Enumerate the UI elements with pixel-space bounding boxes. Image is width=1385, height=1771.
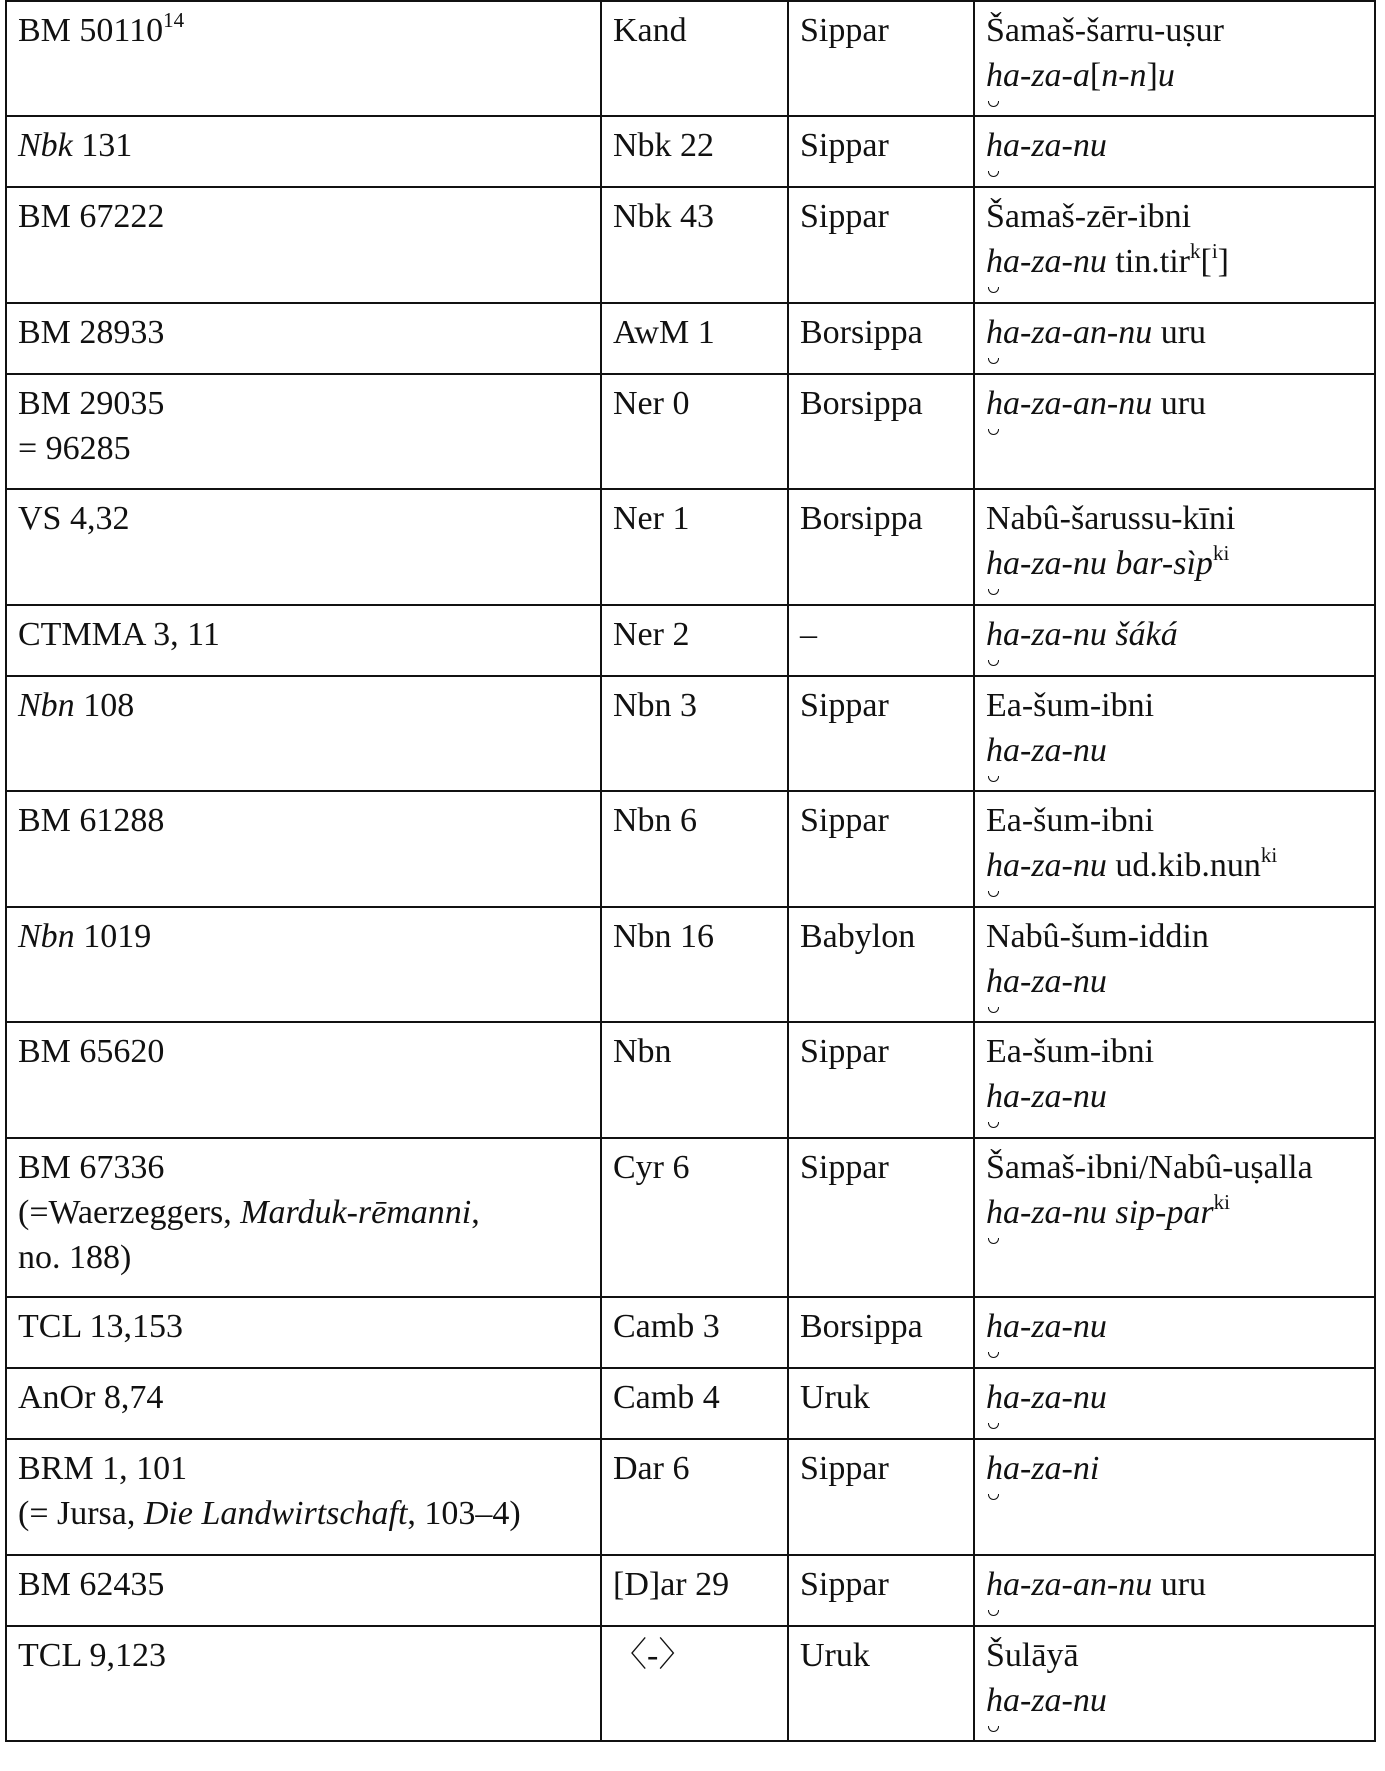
text-segment: Nabû-šum-iddin (986, 918, 1209, 955)
place-cell: Sippar (788, 1555, 974, 1626)
text-segment: ] (1146, 57, 1158, 94)
place-cell: Sippar (788, 116, 974, 187)
text-reference-cell (6, 1138, 601, 1297)
cell-line (18, 8, 590, 53)
cell-line (986, 959, 1364, 1004)
h-breve-glyph: h (986, 1562, 1003, 1607)
table-row (6, 1439, 1375, 1555)
table-row (6, 605, 1375, 676)
text-reference-cell (6, 676, 601, 791)
cell-line (986, 612, 1364, 657)
h-breve-glyph: h (986, 239, 1003, 284)
cell-line (986, 1678, 1364, 1723)
table-row (6, 907, 1375, 1022)
italic-text: a-za-an-nu (1003, 385, 1153, 422)
text-segment: , 103–4) (407, 1495, 521, 1532)
italic-text: Marduk-rēmanni (240, 1194, 472, 1231)
cell-line (986, 728, 1364, 773)
name-title-cell (974, 1022, 1375, 1138)
text-segment: BM 28933 (18, 314, 165, 351)
place-cell: Borsippa (788, 303, 974, 374)
name-title-cell (974, 489, 1375, 605)
name-title-cell (974, 1368, 1375, 1439)
cell-line (986, 1304, 1364, 1349)
cell-line (18, 1562, 590, 1607)
cell-line (18, 1029, 590, 1074)
superscript: i (1211, 239, 1218, 263)
italic-text: a-za-nu (1003, 243, 1107, 280)
place-cell: Sippar (788, 1439, 974, 1555)
table-row (6, 1297, 1375, 1368)
italic-text: a-za-ni (1003, 1450, 1100, 1487)
cell-line (18, 1375, 590, 1420)
text-segment: (=Waerzeggers, (18, 1194, 241, 1231)
text-segment: 131 (72, 127, 133, 164)
name-title-cell (974, 791, 1375, 907)
name-title-cell (974, 374, 1375, 489)
cell-line (986, 123, 1364, 168)
h-breve-glyph: h (986, 1446, 1003, 1491)
cell-line (986, 310, 1364, 355)
cell-line (18, 612, 590, 657)
date-cell: Camb 4 (601, 1368, 788, 1439)
name-title-cell (974, 1439, 1375, 1555)
h-breve-glyph: h (986, 1375, 1003, 1420)
italic-text: a-za-nu (1003, 1308, 1107, 1345)
place-cell: Sippar (788, 187, 974, 303)
italic-text: a-za-nu sip-par (1003, 1194, 1214, 1231)
place-cell: Sippar (788, 791, 974, 907)
text-segment: Šamaš-ibni/Nabû-uṣalla (986, 1149, 1313, 1186)
italic-text: a-za-a (1003, 57, 1090, 94)
text-segment: BM 65620 (18, 1033, 165, 1070)
name-title-cell (974, 676, 1375, 791)
cell-line (986, 843, 1364, 888)
italic-text: a-za-nu šáká (1003, 616, 1178, 653)
text-reference-cell (6, 1022, 601, 1138)
table-row (6, 1555, 1375, 1626)
text-reference-cell (6, 303, 601, 374)
cell-line (18, 683, 590, 728)
text-segment: uru (1152, 385, 1207, 422)
text-reference-cell (6, 1368, 601, 1439)
table-row (6, 676, 1375, 791)
h-breve-glyph: h (986, 53, 1003, 98)
text-segment: uru (1152, 1566, 1207, 1603)
date-cell: Camb 3 (601, 1297, 788, 1368)
text-segment: Ea-šum-ibni (986, 1033, 1155, 1070)
h-breve-glyph: h (986, 959, 1003, 1004)
text-reference-cell (6, 1555, 601, 1626)
h-breve-glyph: h (986, 612, 1003, 657)
italic-text: a-za-nu (1003, 127, 1107, 164)
italic-text: u (1157, 57, 1175, 94)
place-cell: – (788, 605, 974, 676)
attestation-table (5, 0, 1376, 1742)
date-cell: Nbn 6 (601, 791, 788, 907)
text-segment: AnOr 8,74 (18, 1379, 164, 1416)
superscript: 14 (163, 8, 185, 32)
place-cell: Uruk (788, 1626, 974, 1741)
cell-line (986, 53, 1364, 98)
text-reference-cell (6, 605, 601, 676)
cell-line (986, 194, 1364, 239)
place-cell: Borsippa (788, 489, 974, 605)
text-reference-cell (6, 489, 601, 605)
cell-line (18, 426, 590, 471)
name-title-cell (974, 1626, 1375, 1741)
text-segment: (= Jursa, (18, 1495, 144, 1532)
table-row (6, 489, 1375, 605)
cell-line (986, 1562, 1364, 1607)
table-row (6, 303, 1375, 374)
date-cell: Kand (601, 1, 788, 116)
text-reference-cell (6, 374, 601, 489)
table-row (6, 791, 1375, 907)
cell-line (18, 1145, 590, 1190)
italic-text: Nbn (18, 918, 75, 955)
cell-line (18, 496, 590, 541)
cell-line (18, 1491, 590, 1536)
text-segment: Nabû-šarussu-kīni (986, 500, 1236, 537)
text-segment: CTMMA 3, 11 (18, 616, 220, 653)
name-title-cell (974, 1138, 1375, 1297)
cell-line (18, 381, 590, 426)
text-segment: Ea-šum-ibni (986, 687, 1155, 724)
cell-line (18, 310, 590, 355)
text-reference-cell (6, 187, 601, 303)
place-cell: Sippar (788, 1022, 974, 1138)
italic-text: Nbn (18, 687, 75, 724)
name-title-cell (974, 907, 1375, 1022)
h-breve-glyph: h (986, 728, 1003, 773)
cell-line (18, 798, 590, 843)
cell-line (18, 1304, 590, 1349)
text-reference-cell (6, 1, 601, 116)
cell-line (986, 381, 1364, 426)
italic-text: a-za-nu (1003, 732, 1107, 769)
text-segment: BM 61288 (18, 802, 165, 839)
cell-line (986, 239, 1364, 284)
h-breve-glyph: h (986, 1304, 1003, 1349)
text-segment: , (471, 1194, 480, 1231)
text-segment: 108 (74, 687, 135, 724)
date-cell: Nbk 43 (601, 187, 788, 303)
text-segment: ] (1217, 243, 1229, 280)
italic-text: Nbk (18, 127, 73, 164)
date-cell: Ner 0 (601, 374, 788, 489)
text-segment: Šulāyā (986, 1637, 1079, 1674)
text-segment: BM 50110 (18, 12, 164, 49)
h-breve-glyph: h (986, 1678, 1003, 1723)
text-reference-cell (6, 791, 601, 907)
italic-text: a-za-nu (1003, 1682, 1107, 1719)
place-cell: Borsippa (788, 374, 974, 489)
cell-line (18, 914, 590, 959)
table-row (6, 1138, 1375, 1297)
date-cell: AwM 1 (601, 303, 788, 374)
date-cell: [D]ar 29 (601, 1555, 788, 1626)
date-cell: Ner 1 (601, 489, 788, 605)
text-segment: TCL 9,123 (18, 1637, 166, 1674)
text-segment: Šamaš-šarru-uṣur (986, 12, 1224, 49)
italic-text: a-za-nu (1003, 1078, 1107, 1115)
text-segment: BM 62435 (18, 1566, 165, 1603)
place-cell: Babylon (788, 907, 974, 1022)
cell-line (986, 1074, 1364, 1119)
text-reference-cell (6, 116, 601, 187)
text-reference-cell (6, 1626, 601, 1741)
table-row (6, 1, 1375, 116)
text-segment: BM 67222 (18, 198, 165, 235)
text-segment: [ (1089, 57, 1102, 94)
superscript: ki (1260, 843, 1278, 867)
date-cell: Ner 2 (601, 605, 788, 676)
h-breve-glyph: h (986, 1074, 1003, 1119)
table-row (6, 1626, 1375, 1741)
italic-text: a-za-nu (1003, 1379, 1107, 1416)
text-segment: = 96285 (18, 430, 131, 467)
date-cell: Nbk 22 (601, 116, 788, 187)
text-segment: BM 29035 (18, 385, 165, 422)
text-reference-cell (6, 1297, 601, 1368)
table-body (6, 1, 1375, 1741)
cell-line (18, 1446, 590, 1491)
text-segment: no. 188) (18, 1239, 132, 1276)
cell-line (986, 8, 1364, 53)
h-breve-glyph: h (986, 123, 1003, 168)
text-segment: TCL 13,153 (18, 1308, 183, 1345)
text-segment: BRM 1, 101 (18, 1450, 188, 1487)
date-cell: Dar 6 (601, 1439, 788, 1555)
text-segment: Šamaš-zēr-ibni (986, 198, 1192, 235)
cell-line (986, 798, 1364, 843)
table-row (6, 374, 1375, 489)
text-segment: VS 4,32 (18, 500, 130, 537)
superscript: ki (1212, 541, 1230, 565)
italic-text: Die Landwirtschaft (143, 1495, 408, 1532)
h-breve-glyph: h (986, 843, 1003, 888)
cell-line (986, 541, 1364, 586)
h-breve-glyph: h (986, 381, 1003, 426)
date-cell: Nbn (601, 1022, 788, 1138)
table-row (6, 187, 1375, 303)
cell-line (986, 1633, 1364, 1678)
cell-line (18, 1633, 590, 1678)
date-cell: Cyr 6 (601, 1138, 788, 1297)
cell-line (986, 1446, 1364, 1491)
italic-text: a-za-an-nu (1003, 314, 1153, 351)
table-row (6, 1022, 1375, 1138)
italic-text: a-za-nu bar-sìp (1003, 545, 1213, 582)
place-cell: Sippar (788, 1138, 974, 1297)
date-cell: Nbn 16 (601, 907, 788, 1022)
h-breve-glyph: h (986, 541, 1003, 586)
cell-line (986, 1190, 1364, 1235)
cell-line (986, 683, 1364, 728)
cell-line (986, 914, 1364, 959)
h-breve-glyph: h (986, 1190, 1003, 1235)
h-breve-glyph: h (986, 310, 1003, 355)
table-row (6, 116, 1375, 187)
name-title-cell (974, 1555, 1375, 1626)
place-cell: Sippar (788, 1, 974, 116)
name-title-cell (974, 187, 1375, 303)
name-title-cell (974, 303, 1375, 374)
cell-line (18, 1190, 590, 1235)
place-cell: Uruk (788, 1368, 974, 1439)
cell-line (986, 1029, 1364, 1074)
place-cell: Sippar (788, 676, 974, 791)
cell-line (18, 1235, 590, 1280)
text-reference-cell (6, 907, 601, 1022)
cell-line (986, 1145, 1364, 1190)
italic-text: a-za-nu (1003, 847, 1107, 884)
cell-line (986, 1375, 1364, 1420)
text-segment: [ (1200, 243, 1212, 280)
text-segment: ud.kib.nun (1106, 847, 1261, 884)
superscript: k (1190, 239, 1201, 263)
name-title-cell (974, 605, 1375, 676)
name-title-cell (974, 1297, 1375, 1368)
date-cell: 〈-〉 (601, 1626, 788, 1741)
italic-text: a-za-an-nu (1003, 1566, 1153, 1603)
text-segment: tin.tir (1106, 243, 1190, 280)
italic-text: a-za-nu (1003, 963, 1107, 1000)
text-segment: Ea-šum-ibni (986, 802, 1155, 839)
text-reference-cell (6, 1439, 601, 1555)
date-cell: Nbn 3 (601, 676, 788, 791)
italic-text: n-n (1101, 57, 1147, 94)
text-segment: uru (1152, 314, 1207, 351)
cell-line (986, 496, 1364, 541)
text-segment: 1019 (74, 918, 152, 955)
name-title-cell (974, 116, 1375, 187)
text-segment: BM 67336 (18, 1149, 165, 1186)
cell-line (18, 123, 590, 168)
cell-line (18, 194, 590, 239)
table-row (6, 1368, 1375, 1439)
superscript: ki (1213, 1190, 1230, 1214)
name-title-cell (974, 1, 1375, 116)
place-cell: Borsippa (788, 1297, 974, 1368)
